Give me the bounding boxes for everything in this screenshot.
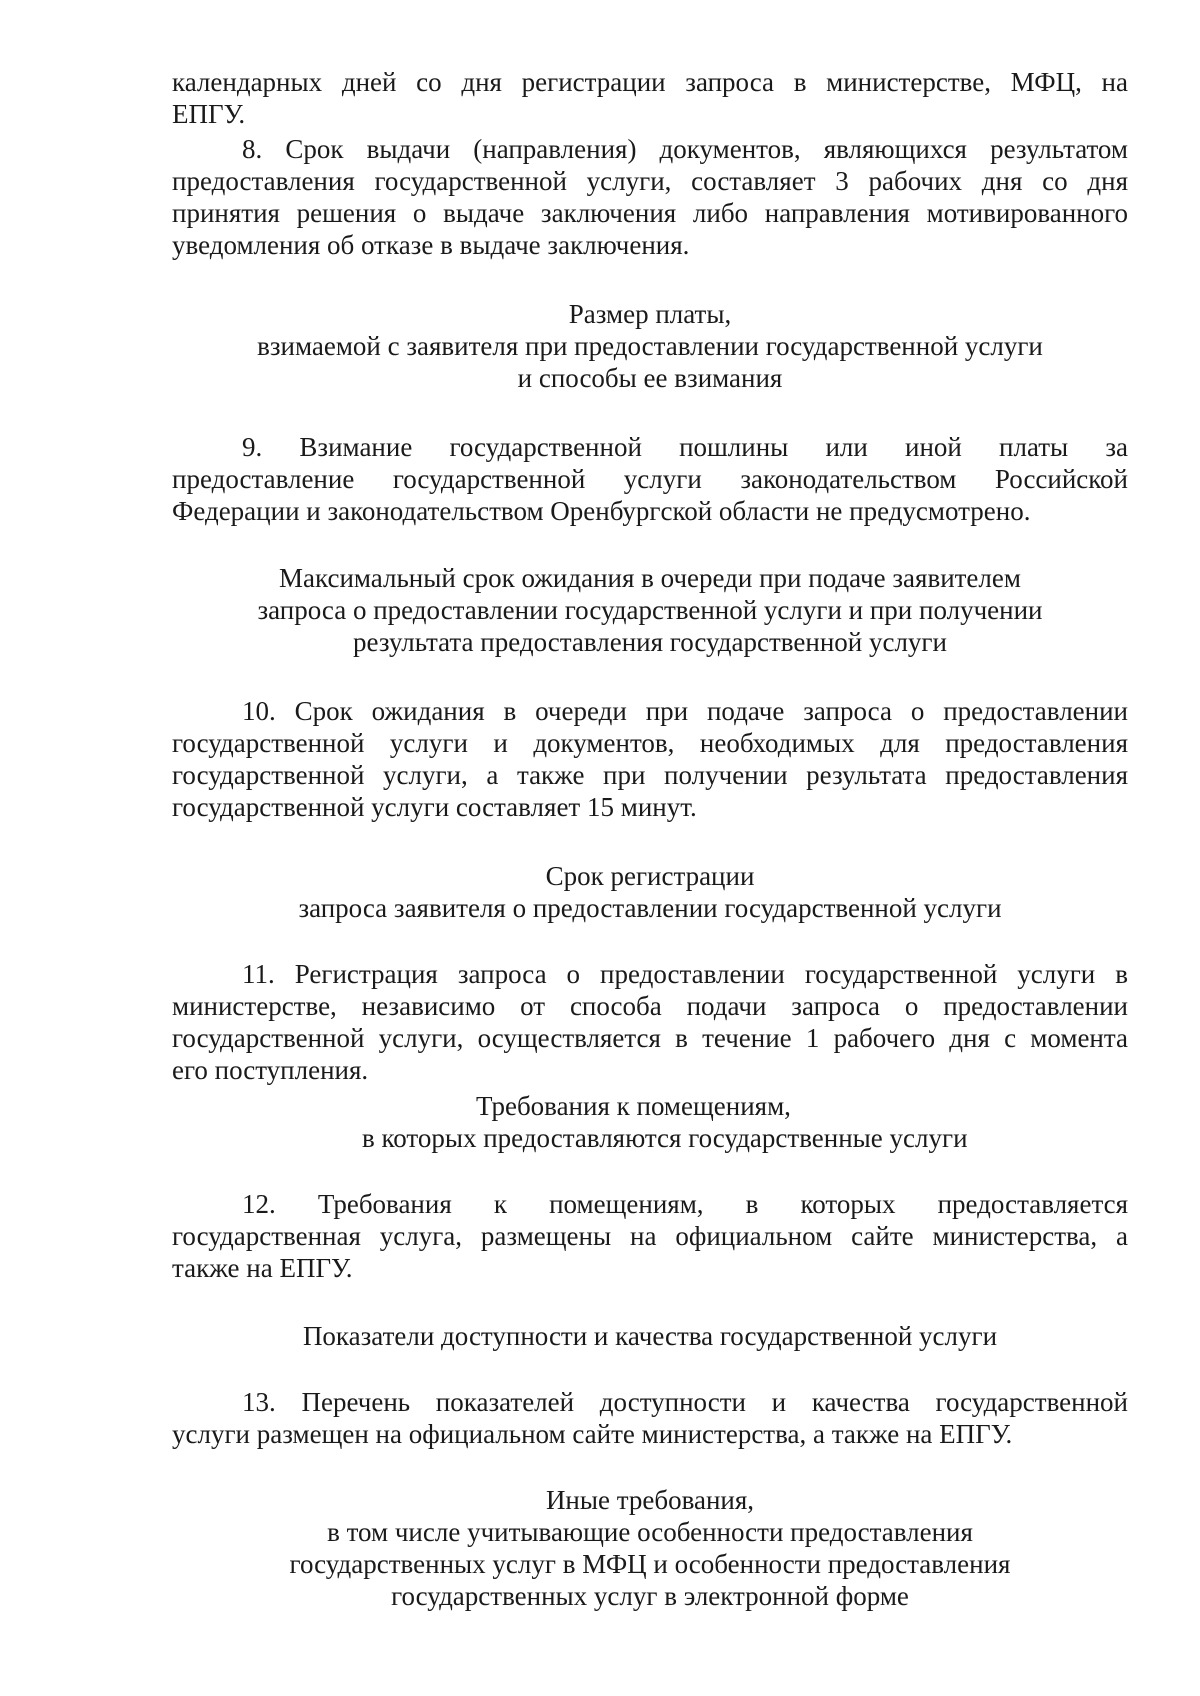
heading-line: результата предоставления государственной услуги [353, 627, 947, 657]
text-line: 9. Взимание государственной пошлины или иной платы за [242, 432, 1128, 462]
section-heading-quality [172, 1320, 1128, 1352]
paragraph-7-tail [172, 66, 1128, 130]
text-line: 10. Срок ожидания в очереди при подаче запроса о предоставлении [242, 696, 1128, 726]
paragraph-8 [172, 133, 1128, 261]
section-heading-fee [172, 298, 1128, 394]
text-line: Федерации и законодательством Оренбургской области не предусмотрено. [172, 496, 1031, 526]
text-line: государственной услуги составляет 15 минут. [172, 792, 697, 822]
text-line: 13. Перечень показателей доступности и качества государственной [242, 1387, 1128, 1417]
heading-line: Показатели доступности и качества государственной услуги [302, 1321, 998, 1351]
section-heading-premises [340, 1090, 1040, 1154]
text-line: 11. Регистрация запроса о предоставлении государственной услуги в [242, 959, 1128, 989]
text-line: государственной услуги и документов, необходимых для предоставления [172, 728, 1128, 758]
text-line: также на ЕПГУ. [172, 1253, 353, 1283]
heading-line: Максимальный срок ожидания в очереди при подаче заявителем [279, 563, 1021, 593]
text-line: министерстве, независимо от способа подачи запроса о предоставлении [172, 991, 1128, 1021]
text-line: 8. Срок выдачи (направления) документов, являющихся результатом [242, 134, 1128, 164]
text-line: предоставления государственной услуги, составляет 3 рабочих дня со дня [172, 166, 1128, 196]
heading-line: в которых предоставляются государственные услуги [362, 1123, 968, 1153]
text-line: услуги размещен на официальном сайте министерства, а также на ЕПГУ. [172, 1419, 1013, 1449]
heading-line: Требования к помещениям, [476, 1091, 791, 1121]
text-line: ЕПГУ. [172, 99, 246, 129]
section-heading-other [172, 1484, 1128, 1612]
text-line: уведомления об отказе в выдаче заключения. [172, 230, 690, 260]
paragraph-10 [172, 695, 1128, 823]
text-line: его поступления. [172, 1055, 369, 1085]
heading-line: Размер платы, [568, 299, 732, 329]
paragraph-12 [172, 1188, 1128, 1284]
paragraph-11 [172, 958, 1128, 1086]
heading-line: государственных услуг в электронной форме [391, 1581, 909, 1611]
section-heading-registration [172, 860, 1128, 924]
section-heading-queue [172, 562, 1128, 658]
heading-line: и способы ее взимания [517, 363, 783, 393]
paragraph-13 [172, 1386, 1128, 1450]
text-line: предоставление государственной услуги законодательством Российской [172, 464, 1128, 494]
text-line: государственной услуги, осуществляется в течение 1 рабочего дня с момента [172, 1023, 1128, 1053]
text-line: 12. Требования к помещениям, в которых предоставляется [242, 1189, 1128, 1219]
text-line: принятия решения о выдаче заключения либо направления мотивированного [172, 198, 1128, 228]
heading-line: Иные требования, [545, 1485, 755, 1515]
text-line: календарных дней со дня регистрации запроса в министерстве, МФЦ, на [172, 67, 1128, 97]
text-line: государственной услуги, а также при получении результата предоставления [172, 760, 1128, 790]
heading-line: запроса заявителя о предоставлении государственной услуги [298, 893, 1002, 923]
heading-line: Срок регистрации [545, 861, 755, 891]
text-line: государственная услуга, размещены на официальном сайте министерства, а [172, 1221, 1128, 1251]
heading-line: государственных услуг в МФЦ и особенности предоставления [289, 1549, 1011, 1579]
heading-line: взимаемой с заявителя при предоставлении государственной услуги [257, 331, 1043, 361]
heading-line: в том числе учитывающие особенности предоставления [327, 1517, 973, 1547]
paragraph-9 [172, 431, 1128, 527]
heading-line: запроса о предоставлении государственной услуги и при получении [257, 595, 1043, 625]
